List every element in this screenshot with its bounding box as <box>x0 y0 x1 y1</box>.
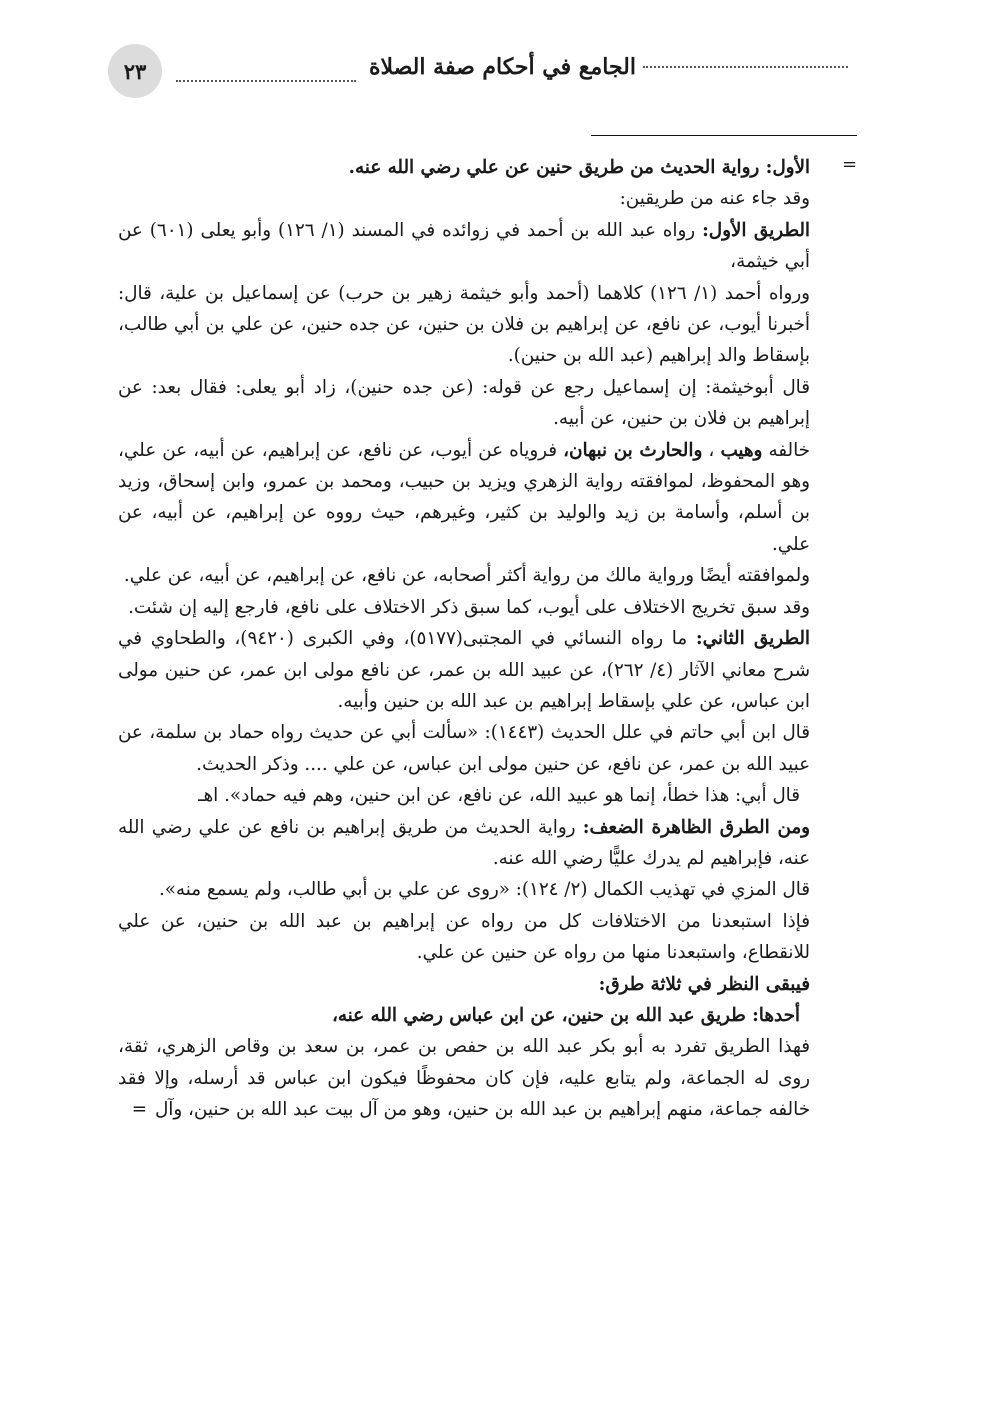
subheading: ومن الطرق الظاهرة الضعف: <box>582 816 811 838</box>
paragraph-text: خالفه <box>762 439 810 461</box>
paragraph: قال المزي في تهذيب الكمال (٢/ ١٢٤): «روى عن علي بن أبي طالب، ولم يسمع منه». <box>158 879 810 901</box>
paragraph: قال أبي: هذا خطأ، إنما هو عبيد الله، عن نافع، عن ابن حنين، وهم فيه حماد». اهـ <box>198 785 800 807</box>
paragraph: قال أبوخيثمة: إن إسماعيل رجع عن قوله: (عن جده حنين)، زاد أبو يعلى: فقال بعد: عن إبراهيم بن فلان بن حنين، عن أبيه. <box>118 376 810 430</box>
paragraph: فإذا استبعدنا من الاختلافات كل من رواه عن إبراهيم بن عبد الله بن حنين، عن علي للانقطاع، واستبعدنا منها من رواه عن حنين عن علي. <box>118 910 810 964</box>
page-header <box>108 40 848 100</box>
subheading: الطريق الثاني: <box>695 628 810 650</box>
subheading: الطريق الأول: <box>702 219 810 241</box>
page-body <box>118 152 810 1126</box>
narrator-name: والحارث بن نبهان، <box>563 439 703 461</box>
paragraph-heading-first: الأول: رواية الحديث من طريق حنين عن علي رضي الله عنه. <box>348 157 810 178</box>
paragraph: وقد سبق تخريج الاختلاف على أيوب، كما سبق ذكر الاختلاف على نافع، فارجع إليه إن شئت. <box>128 596 810 618</box>
paragraph-text: ما رواه النسائي في المجتبى(٥١٧٧)، وفي الكبرى (٩٤٢٠)، والطحاوي في شرح معاني الآثار (٤/ ٢٦٢)، عن عبيد الله بن عمر، عن نافع مولى ابن عمر، عن حنين مولى ابن عباس، عن علي بإسقاط إبراهيم بن عبد الله بن حنين وأبيه. <box>118 628 810 712</box>
subheading: أحدها: طريق عبد الله بن حنين، عن ابن عباس رضي الله عنه، <box>331 1004 800 1026</box>
continuation-mark: = <box>131 1099 148 1121</box>
paragraph <box>118 812 810 875</box>
paragraph <box>118 215 810 278</box>
paragraph: وقد جاء عنه من طريقين: <box>619 188 810 210</box>
paragraph <box>118 623 810 717</box>
paragraph-text: رواية الحديث من طريق إبراهيم بن نافع عن علي رضي الله عنه، فإبراهيم لم يدرك عليًّا رضي الله عنه. <box>118 816 810 869</box>
paragraph-text: ، <box>702 439 721 461</box>
paragraph: قال ابن أبي حاتم في علل الحديث (١٤٤٣): «سألت أبي عن حديث رواه حماد بن سلمة، عن عبيد الله بن عمر، عن نافع، عن حنين مولى ابن عباس، عن علي .... وذكر الحديث. <box>118 722 810 775</box>
header-dotted-leader-right <box>643 66 848 68</box>
paragraph: ورواه أحمد (١/ ١٢٦) كلاهما (أحمد وأبو خيثمة زهير بن حرب) عن إسماعيل بن علية، قال: أخبرنا أيوب، عن نافع، عن إبراهيم بن فلان بن حنين، عن جده حنين، عن علي بن أبي طالب، بإسقاط والد إبراهيم (عبد الله بن حنين). <box>118 282 810 367</box>
narrator-name: وهيب <box>720 439 763 461</box>
paragraph-text: رواه عبد الله بن أحمد في زوائده في المسند (١/ ١٢٦) وأبو يعلى (٦٠١) عن أبي خيثمة، <box>118 219 810 273</box>
book-title: الجامع في أحكام صفة الصلاة <box>368 54 636 80</box>
paragraph-text: فروياه عن أيوب، عن نافع، عن إبراهيم، عن أبيه، عن علي، وهو المحفوظ، لموافقته رواية الزهري ويزيد بن حبيب، ومحمد بن عمرو، وابن إسحاق، وزيد بن أسلم، وأسامة بن زيد والوليد بن كثير، وغيرهم، حيث رووه عن إبراهيم، عن أبيه، عن علي. <box>118 439 810 555</box>
paragraph: ولموافقته أيضًا ورواية مالك من رواية أكثر أصحابه، عن نافع، عن إبراهيم، عن أبيه، عن علي. <box>123 565 810 587</box>
continuation-mark: = <box>842 154 858 175</box>
paragraph <box>118 1031 810 1125</box>
header-dotted-leader-left <box>176 80 356 82</box>
page-number: ٢٣ <box>108 44 162 98</box>
footnote-separator-rule <box>591 135 857 136</box>
paragraph <box>118 435 810 561</box>
subheading: فيبقى النظر في ثلاثة طرق: <box>598 973 810 995</box>
paragraph-text: فهذا الطريق تفرد به أبو بكر عبد الله بن حفص بن عمر، بن سعد بن وقاص الزهري، ثقة، روى له الجماعة، ولم يتابع عليه، فإن كان محفوظًا فيكون ابن عباس قد أرسله، وإلا فقد خالفه جماعة، منهم إبراهيم بن عبد الله بن حنين، وهو من آل بيت عبد الله بن حنين، وآل <box>118 1036 810 1121</box>
